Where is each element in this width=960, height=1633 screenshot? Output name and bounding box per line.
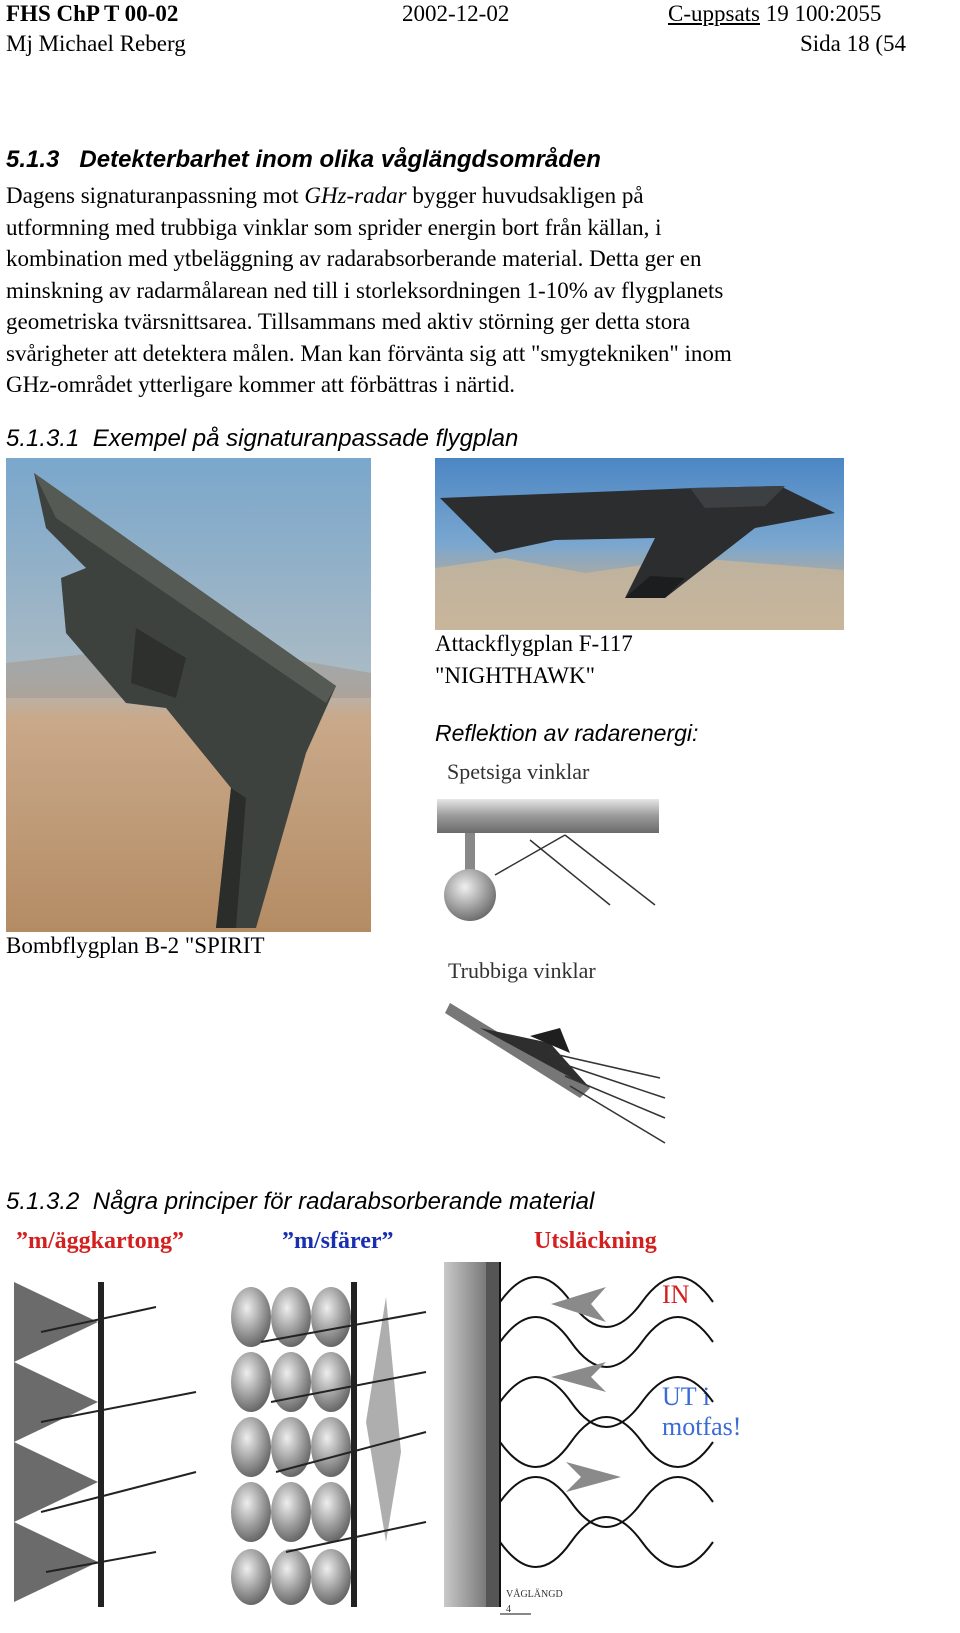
b2-spirit-photo	[6, 458, 371, 932]
header-doc-type: C-uppsats	[668, 1, 760, 26]
para-line-2: utformning med trubbiga vinklar som sprider energin bort från källan, i	[6, 214, 662, 240]
para-line-1-pre: Dagens signaturanpassning mot	[6, 183, 305, 208]
sharp-angles-diagram	[435, 755, 665, 925]
para-line-1	[6, 180, 946, 212]
subsection2-heading	[6, 1188, 594, 1216]
cancellation-panel	[444, 1262, 713, 1614]
para-line-1-em: GHz-radar	[304, 183, 407, 208]
subsection1-number: 5.1.3.1	[6, 425, 80, 452]
label-spheres: ”m/sfärer”	[282, 1228, 394, 1254]
subsection1-title: Exempel på signaturanpassade flygplan	[92, 425, 519, 452]
para-line-4: minskning av radarmålarean ned till i storleksordningen 1-10% av flygplanets	[6, 277, 724, 303]
eggcarton-panel	[14, 1282, 196, 1607]
header-date: 2002-12-02	[402, 1, 510, 26]
f117-caption-line2: "NIGHTHAWK"	[435, 663, 596, 688]
subsection1-heading	[6, 425, 518, 453]
para-line-1-post: bygger huvudsakligen på	[406, 183, 644, 208]
header-doc-type-wrap	[668, 0, 881, 28]
para-line-3: kombination med ytbeläggning av radarabsorberande material. Detta ger en	[6, 246, 702, 271]
f117-nighthawk-photo	[435, 458, 844, 630]
para-line-5: geometriska tvärsnittsarea. Tillsammans med aktiv störning ger detta stora	[6, 309, 691, 334]
ram-principles-figure	[6, 1222, 766, 1627]
header-page: Sida 18 (54	[800, 31, 907, 56]
spheres-panel	[231, 1282, 426, 1607]
header-author: Mj Michael Reberg	[6, 31, 186, 56]
b2-caption: Bombflygplan B-2 "SPIRIT	[6, 933, 265, 958]
label-out-line1: UT i	[662, 1382, 710, 1411]
f117-caption	[435, 628, 633, 692]
reflection-heading: Reflektion av radarenergi:	[435, 720, 699, 746]
label-eggcarton: ”m/äggkartong”	[16, 1228, 184, 1254]
label-out-line2: motfas!	[662, 1412, 742, 1441]
blunt-angles-label: Trubbiga vinklar	[448, 958, 596, 983]
blunt-angles-diagram	[440, 958, 670, 1158]
label-wavelength: VÅGLÄNGD	[506, 1589, 563, 1600]
label-cancel: Utsläckning	[534, 1228, 657, 1254]
section-heading	[6, 146, 601, 174]
label-in: IN	[662, 1280, 690, 1309]
subsection2-number: 5.1.3.2	[6, 1188, 80, 1215]
section-number: 5.1.3	[6, 146, 60, 173]
header-doc-ref: 19 100:2055	[765, 1, 882, 26]
para-line-6: svårigheter att detektera målen. Man kan förvänta sig att "smygtekniken" inom	[6, 340, 732, 366]
section-paragraph	[6, 180, 946, 401]
section-title: Detekterbarhet inom olika våglängdsområden	[79, 146, 601, 173]
sharp-angles-label: Spetsiga vinklar	[447, 759, 590, 784]
subsection2-title: Några principer för radarabsorberande material	[92, 1188, 595, 1215]
header-org: FHS ChP T 00-02	[6, 1, 179, 26]
label-quarter: 4	[506, 1604, 511, 1615]
para-line-7: GHz-området ytterligare kommer att förbättras i närtid.	[6, 372, 515, 397]
f117-caption-line1: Attackflygplan F-117	[435, 631, 633, 656]
